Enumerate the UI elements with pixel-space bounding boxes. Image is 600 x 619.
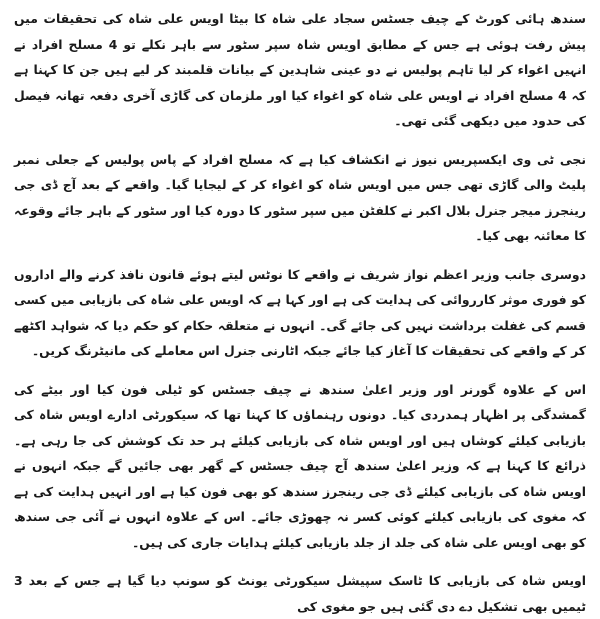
article-paragraph-4: اس کے علاوہ گورنر اور وزیر اعلیٰ سندھ نے چیف جسٹس کو ٹیلی فون کیا اور بیٹے کی گمشدگی پر اظہار ہمدردی کیا۔ دونوں رہنماؤں کا کہنا تھا کہ سیکورٹی ادارے اویس شاہ کی بازیابی کیلئے کوشاں ہیں اور اویس شاہ کی بازیابی کیلئے ہر حد تک کوشش کی جا رہی ہے۔ ذرائع کا کہنا ہے کہ وزیر اعلیٰ سندھ آج چیف جسٹس کے گھر بھی جائیں گے جبکہ انہوں نے اویس شاہ کی بازیابی کیلئے ڈی جی رینجرز سندھ کو بھی فون کیا ہے اور انہیں ہدایت کی ہے کہ مغوی کی بازیابی کیلئے کوئی کسر نہ چھوڑی جائے۔ اس کے علاوہ انہوں نے آئی جی سندھ کو بھی اویس علی شاہ کی جلد از جلد بازیابی کیلئے ہدایات جاری کی ہیں۔ [14, 381, 586, 550]
article-paragraph-1: سندھ ہائی کورٹ کے چیف جسٹس سجاد علی شاہ کا بیٹا اویس علی شاہ کی تحقیقات میں پیش رفت ہوئی ہے جس کے مطابق اویس شاہ سپر سٹور سے باہر نکلے تو 4 مسلح افراد نے انہیں اغواء کر لیا تاہم پولیس نے دو عینی شاہدین کے بیانات قلمبند کر لیے ہیں جن کا کہنا ہے کہ 4 مسلح افراد نے اویس علی شاہ کو اغواء کیا اور ملزمان کی گاڑی آخری دفعہ تھانہ فیصل کی حدود میں دیکھی گئی تھی۔ [14, 11, 586, 128]
article-paragraph-3: دوسری جانب وزیر اعظم نواز شریف نے واقعے کا نوٹس لیتے ہوئے قانون نافذ کرنے والے اداروں کو فوری موثر کارروائی کی ہدایت کی ہے اور کہا ہے کہ اویس علی شاہ کی بازیابی میں کسی قسم کی غفلت برداشت نہیں کی جائے گی۔ انہوں نے متعلقہ حکام کو حکم دیا کہ شواہد اکٹھے کر کے واقعے کی تحقیقات کا آغاز کیا جائے جبکہ اٹارنی جنرل اس معاملے کی مانیٹرنگ کریں۔ [14, 266, 586, 358]
article-paragraph-5: اویس شاہ کی بازیابی کا ٹاسک سپیشل سیکورٹی یونٹ کو سونپ دیا گیا ہے جس کے بعد 3 ٹیمیں بھی تشکیل دے دی گئی ہیں جو مغوی کی [14, 573, 586, 614]
article-paragraph-2: نجی ٹی وی ایکسپریس نیوز نے انکشاف کیا ہے کہ مسلح افراد کے پاس پولیس کے جعلی نمبر پلیٹ والی گاڑی تھی جس میں اویس شاہ کو اغواء کر کے لیجایا گیا۔ واقعے کے بعد آج ڈی جی رینجرز میجر جنرل بلال اکبر نے کلفٹن میں سپر سٹور کا دورہ کیا اور سٹور کے باہر جائے وقوعہ کا معائنہ بھی کیا۔ [14, 151, 586, 243]
